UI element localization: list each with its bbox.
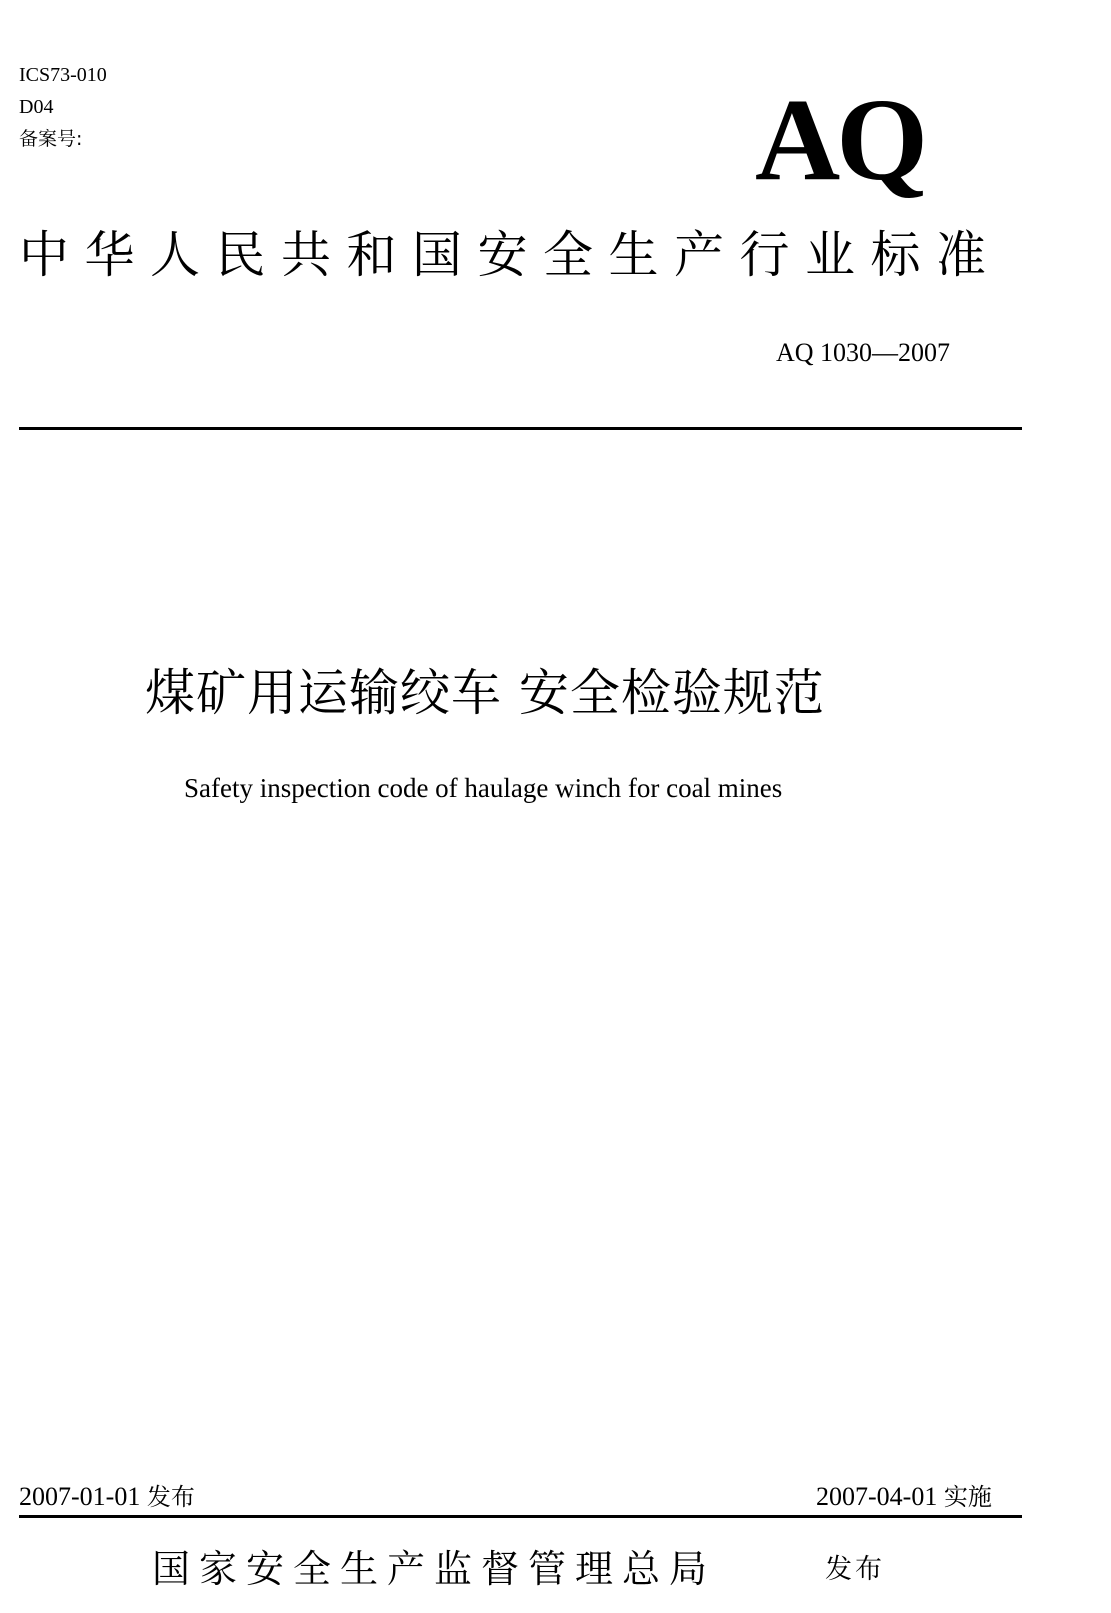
document-title: 煤矿用运输绞车 安全检验规范 (145, 664, 825, 722)
document-title-english: Safety inspection code of haulage winch for coal mines (184, 773, 783, 803)
standard-number: AQ 1030—2007 (776, 338, 951, 367)
classification-code: D04 (19, 96, 54, 118)
record-number-label: 备案号: (19, 128, 83, 150)
aq-logo: AQ (755, 74, 924, 205)
ics-code: ICS73-010 (19, 64, 107, 86)
bottom-divider (19, 1515, 1022, 1518)
top-divider (19, 427, 1022, 430)
effective-label: 实施 (943, 1483, 992, 1511)
issue-date-line (19, 1481, 195, 1513)
issue-label: 发布 (146, 1483, 195, 1511)
effective-date-line (816, 1481, 992, 1513)
standard-title: 中华人民共和国安全生产行业标准 (19, 226, 1002, 284)
publisher-name: 国家安全生产监督管理总局 (152, 1547, 717, 1591)
effective-date: 2007-04-01 (816, 1482, 938, 1511)
issue-date: 2007-01-01 (19, 1482, 141, 1511)
publisher-suffix: 发布 (825, 1554, 885, 1585)
